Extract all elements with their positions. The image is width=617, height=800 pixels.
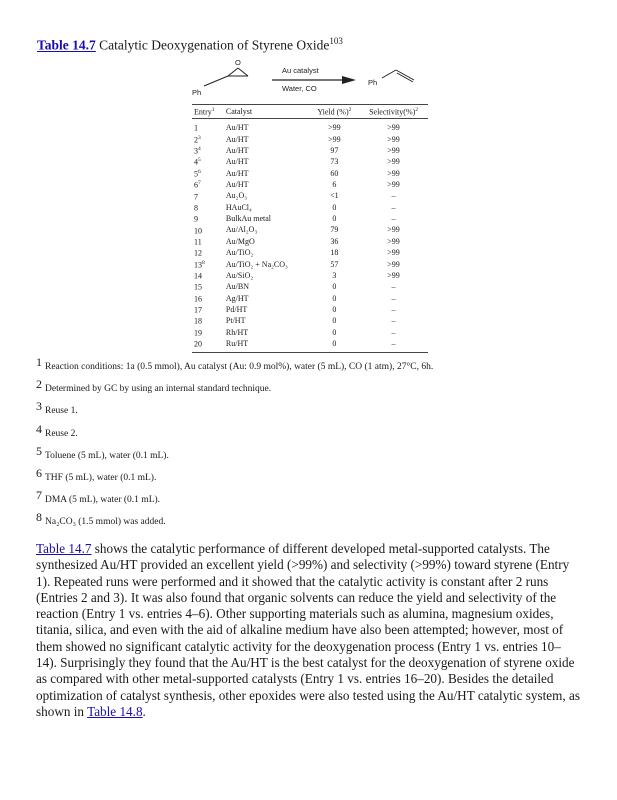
table-row bbox=[192, 213, 428, 224]
cell-yield: 0 bbox=[332, 304, 337, 314]
cell-yield: 60 bbox=[330, 168, 339, 178]
table-row bbox=[192, 281, 428, 292]
footnote-6: 6 THF (5 mL), water (0.1 mL). bbox=[36, 466, 157, 483]
header-selectivity: Selectivity(%)$^2$ bbox=[359, 105, 428, 119]
table-row bbox=[192, 338, 428, 352]
cell-yield: 57 bbox=[330, 259, 339, 269]
cell-yield: 0 bbox=[332, 282, 337, 292]
cell-entry: $2^3$ bbox=[194, 134, 201, 145]
table-link-end[interactable]: Table 14.8 bbox=[87, 703, 143, 719]
epoxide-bond-4 bbox=[238, 68, 248, 76]
cell-catalyst: Ru/HT bbox=[224, 338, 310, 352]
cell-selectivity: – bbox=[359, 338, 428, 352]
cell-catalyst: Au/HT bbox=[225, 123, 249, 133]
cell-entry: $4^5$ bbox=[194, 157, 201, 168]
cell-catalyst: Au/MgO bbox=[225, 236, 255, 246]
table-link[interactable]: Table 14.7 bbox=[37, 37, 96, 53]
cell-catalyst: BulkAu metal bbox=[225, 214, 271, 224]
cell-entry: $6^7$ bbox=[194, 180, 201, 190]
cell-catalyst: Rh/HT bbox=[225, 327, 249, 337]
cell-entry: $5^6$ bbox=[194, 168, 201, 179]
header-entry: Entry$^1$ bbox=[192, 105, 224, 119]
cell-yield: 0 bbox=[332, 202, 337, 212]
header-yield: Yield (%)$^2$ bbox=[310, 105, 360, 119]
table-row bbox=[192, 270, 428, 281]
cell-catalyst: Au/Al₂O₃ bbox=[225, 225, 258, 235]
cell-yield: 0 bbox=[332, 316, 337, 326]
epoxide-bond-1 bbox=[204, 76, 228, 86]
cell-entry: 17 bbox=[194, 305, 202, 315]
conditions-label: Water, CO bbox=[282, 84, 317, 93]
cell-entry: $3^4$ bbox=[194, 146, 201, 156]
cell-yield: 18 bbox=[330, 248, 339, 258]
epoxide-bond-3 bbox=[228, 68, 238, 76]
cell-catalyst: Au/TiO₂ bbox=[225, 248, 254, 258]
cell-catalyst: HAuCl₄ bbox=[225, 202, 252, 212]
table-row bbox=[192, 225, 428, 236]
cell-selectivity: – bbox=[391, 304, 396, 314]
footnote-4: 4 Reuse 2. bbox=[36, 422, 78, 439]
cell-selectivity: >99 bbox=[387, 270, 400, 280]
cell-yield: 0 bbox=[332, 293, 337, 303]
cell-catalyst: Au/HT bbox=[225, 134, 249, 144]
caption-ref: 103 bbox=[329, 36, 343, 46]
cell-selectivity: >99 bbox=[387, 225, 400, 235]
cell-catalyst: Pt/HT bbox=[225, 316, 246, 326]
cell-entry: 15 bbox=[194, 283, 202, 293]
cell-entry: 14 bbox=[194, 271, 202, 281]
cell-catalyst: Ag/HT bbox=[225, 293, 249, 303]
body-text: shows the catalytic performance of different developed metal-supported catalysts. The synthesized Au/HT provided an excellent yield (>99%) and selectivity (>99%) toward styrene (Entry 1). Repeated runs were performed and it showed that the catalytic activity is constant after 2 runs (Entries 2 and 3). It was also found that organic solvents can reduce the yield and selectivity of the reaction (Entry 1 vs. entries 4–6). Other supporting materials such as alumina, magnesium oxides, titania, silica, and even with the aid of alkaline medium have also been attempted; however, most of them showed no significant catalytic activity for the deoxygenation process (Entry 1 vs. entries 10–14). Surprisingly they found that the Au/HT is the best catalyst for the deoxygenation of styrene oxide as compared with other metal-supported catalysts (Entry 1 vs. entries 16–20). Besides the detailed optimization of catalyst synthesis, other epoxides were also tested using the Au/HT catalytic system, as shown in bbox=[36, 541, 580, 719]
table-row bbox=[192, 327, 428, 338]
reaction-arrow-head bbox=[342, 76, 356, 84]
cell-catalyst: Au/BN bbox=[225, 282, 250, 292]
cell-selectivity: >99 bbox=[387, 236, 400, 246]
cell-selectivity: >99 bbox=[387, 259, 400, 269]
cell-yield: 3 bbox=[332, 270, 337, 280]
product-label: Ph bbox=[368, 78, 378, 87]
table-row bbox=[192, 259, 428, 270]
caption-title: Catalytic Deoxygenation of Styrene Oxide bbox=[99, 37, 330, 53]
cell-catalyst: Au/HT bbox=[225, 179, 249, 189]
cell-selectivity: – bbox=[391, 202, 396, 212]
cell-catalyst: Au/SiO₂ bbox=[225, 270, 254, 280]
cell-yield: 0 bbox=[332, 214, 337, 224]
table-row bbox=[192, 191, 428, 202]
table-row bbox=[192, 315, 428, 326]
table-link-start[interactable]: Table 14.7 bbox=[36, 541, 92, 556]
body-paragraph bbox=[36, 541, 581, 720]
cell-entry: 18 bbox=[194, 317, 202, 327]
cell-yield: 0 bbox=[310, 338, 360, 352]
table-header-row bbox=[192, 105, 428, 119]
cell-catalyst: Au/HT bbox=[225, 145, 249, 155]
footnote-5: 5 Toluene (5 mL), water (0.1 mL). bbox=[36, 444, 169, 461]
cell-yield: >99 bbox=[328, 123, 341, 133]
cell-yield: <1 bbox=[330, 191, 339, 201]
cell-yield: 97 bbox=[330, 145, 339, 155]
table-row bbox=[192, 119, 428, 134]
catalyst-label: Au catalyst bbox=[282, 66, 319, 75]
table-row bbox=[192, 179, 428, 190]
table-row bbox=[192, 202, 428, 213]
cell-selectivity: – bbox=[391, 214, 396, 224]
cell-selectivity: >99 bbox=[387, 123, 400, 133]
footnote-2: 2 Determined by GC by using an internal standard technique. bbox=[36, 377, 272, 394]
cell-yield: 73 bbox=[330, 157, 339, 167]
cell-entry: 9 bbox=[194, 214, 198, 224]
cell-entry: 11 bbox=[194, 237, 202, 247]
vinyl-bond-1 bbox=[382, 70, 396, 78]
cell-entry: 12 bbox=[194, 248, 202, 258]
table-row bbox=[192, 293, 428, 304]
cell-selectivity: – bbox=[391, 191, 396, 201]
cell-selectivity: >99 bbox=[387, 134, 400, 144]
cell-entry: 20 bbox=[192, 338, 224, 352]
table-row bbox=[192, 156, 428, 167]
vinyl-bond-2 bbox=[396, 70, 414, 80]
cell-yield: >99 bbox=[328, 134, 341, 144]
cell-entry: 19 bbox=[194, 328, 202, 338]
table-row bbox=[192, 247, 428, 258]
vinyl-bond-3 bbox=[397, 73, 413, 82]
reactant-label: Ph bbox=[192, 88, 202, 97]
header-catalyst: Catalyst bbox=[224, 105, 310, 119]
cell-yield: 36 bbox=[330, 236, 339, 246]
cell-yield: 6 bbox=[332, 179, 337, 189]
table-row bbox=[192, 168, 428, 179]
cell-entry: 1 bbox=[194, 124, 198, 134]
results-table bbox=[192, 104, 428, 353]
footnote-1: 1 Reaction conditions: 1a (0.5 mmol), Au catalyst (Au: 0.9 mol%), water (5 mL), CO (1 atm), 27°C, 6h. bbox=[36, 355, 434, 372]
table-caption bbox=[37, 36, 343, 54]
cell-yield: 0 bbox=[332, 327, 337, 337]
table-row bbox=[192, 145, 428, 156]
cell-entry: 7 bbox=[194, 192, 198, 202]
oxygen-label: O bbox=[235, 58, 241, 67]
cell-selectivity: – bbox=[391, 327, 396, 337]
cell-selectivity: >99 bbox=[387, 157, 400, 167]
cell-entry: 16 bbox=[194, 294, 202, 304]
cell-selectivity: – bbox=[391, 316, 396, 326]
cell-selectivity: – bbox=[391, 293, 396, 303]
reaction-scheme bbox=[192, 58, 432, 102]
cell-selectivity: >99 bbox=[387, 145, 400, 155]
body-end: . bbox=[142, 703, 146, 719]
table-row bbox=[192, 134, 428, 145]
cell-selectivity: – bbox=[391, 282, 396, 292]
footnote-7: 7 DMA (5 mL), water (0.1 mL). bbox=[36, 488, 161, 505]
cell-entry: 8 bbox=[194, 203, 198, 213]
table-row bbox=[192, 236, 428, 247]
cell-entry: 10 bbox=[194, 226, 202, 236]
cell-entry: $13^8$ bbox=[194, 259, 205, 270]
cell-catalyst: Au₂O₃ bbox=[225, 191, 248, 201]
footnote-8: 8 Na₂CO₃ (1.5 mmol) was added. bbox=[36, 510, 166, 527]
cell-selectivity: >99 bbox=[387, 248, 400, 258]
cell-selectivity: >99 bbox=[387, 168, 400, 178]
cell-selectivity: >99 bbox=[387, 179, 400, 189]
table-row bbox=[192, 304, 428, 315]
cell-catalyst: Pd/HT bbox=[225, 304, 248, 314]
cell-catalyst: Au/TiO₂ + Na₂CO₃ bbox=[225, 259, 288, 269]
cell-catalyst: Au/HT bbox=[225, 157, 249, 167]
footnote-3: 3 Reuse 1. bbox=[36, 399, 78, 416]
cell-catalyst: Au/HT bbox=[225, 168, 249, 178]
cell-yield: 79 bbox=[330, 225, 339, 235]
